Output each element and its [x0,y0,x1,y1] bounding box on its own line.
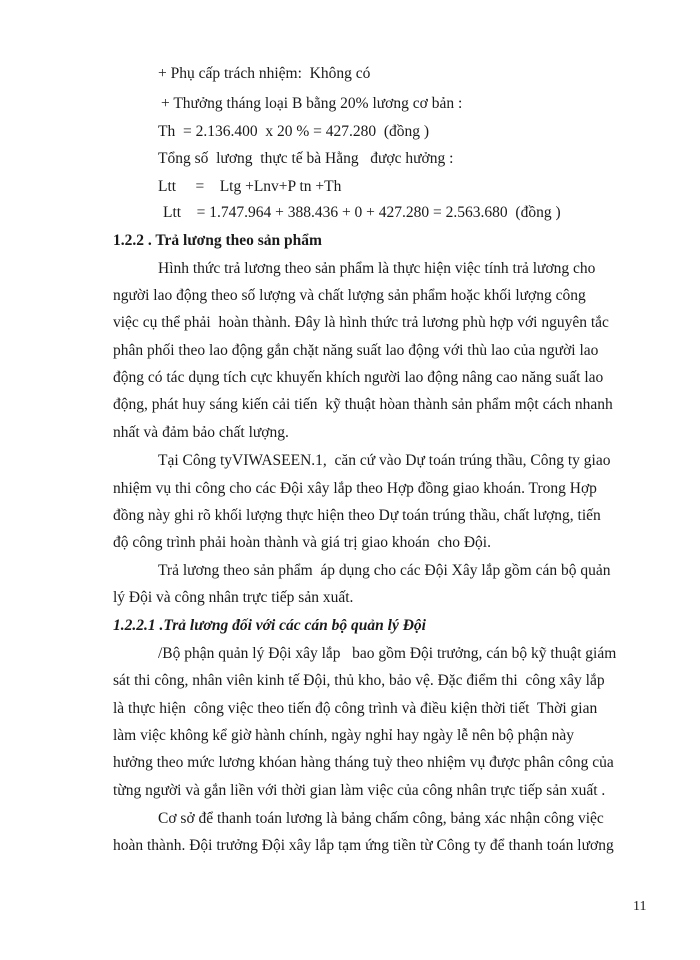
paragraph-line: làm việc không kể giờ hành chính, ngày nghỉ hay ngày lễ nên bộ phận này [113,727,575,744]
paragraph-line: hưởng theo mức lương khóan hàng tháng tuỳ theo nhiệm vụ được phân công của [113,754,614,771]
paragraph-line: hoàn thành. Đội trưởng Đội xây lắp tạm ứng tiền từ Công ty để thanh toán lương [113,837,614,854]
bonus-calc-line: Th = 2.136.400 x 20 % = 427.280 (đồng ) [158,123,430,140]
bonus-line: + Thưởng tháng loại B bằng 20% lương cơ bản : [161,95,463,112]
formula-line: Ltt = Ltg +Lnv+P tn +Th [158,178,342,195]
paragraph-line: từng người và gắn liền với thời gian làm việc của công nhân trực tiếp sản xuất . [113,782,606,799]
formula-result-line: Ltt = 1.747.964 + 388.436 + 0 + 427.280 = 2.563.680 (đồng ) [163,204,561,221]
paragraph-line: phân phối theo lao động gắn chặt năng suất lao động với thù lao của người lao [113,342,599,359]
allowance-line: + Phụ cấp trách nhiệm: Không có [158,65,371,82]
section-heading: 1.2.2 . Trả lương theo sản phẩm [113,232,322,249]
paragraph-line: độ công trình phải hoàn thành và giá trị giao khoán cho Đội. [113,534,491,551]
paragraph-line: lý Đội và công nhân trực tiếp sản xuất. [113,589,354,606]
page-number: 11 [633,899,647,914]
paragraph-line: người lao động theo số lượng và chất lượng sản phẩm hoặc khối lượng công [113,287,586,304]
total-label-line: Tổng số lương thực tế bà Hằng được hưởng : [158,150,454,167]
paragraph-line: /Bộ phận quản lý Đội xây lắp bao gồm Đội trưởng, cán bộ kỹ thuật giám [158,645,617,662]
paragraph-line: là thực hiện công việc theo tiến độ công trình và điều kiện thời tiết Thời gian [113,700,598,717]
paragraph-line: việc cụ thể phải hoàn thành. Đây là hình thức trả lương phù hợp với nguyên tắc [113,314,609,331]
paragraph-line: nhất và đảm bảo chất lượng. [113,424,289,441]
paragraph-line: động có tác dụng tích cực khuyến khích người lao động nâng cao năng suất lao [113,369,604,386]
paragraph-line: đồng này ghi rõ khối lượng thực hiện theo Dự toán trúng thầu, chất lượng, tiến [113,507,601,524]
paragraph-line: động, phát huy sáng kiến cải tiến kỹ thuật hòan thành sản phẩm một cách nhanh [113,396,613,413]
paragraph-line: Cơ sở để thanh toán lương là bảng chấm công, bảng xác nhận công việc [158,810,604,827]
paragraph-line: nhiệm vụ thi công cho các Đội xây lắp theo Hợp đồng giao khoán. Trong Hợp [113,480,597,497]
subsection-heading: 1.2.2.1 .Trả lương đối với các cán bộ quản lý Đội [113,617,426,634]
paragraph-line: sát thi công, nhân viên kinh tế Đội, thủ kho, bảo vệ. Đặc điểm thi công xây lắp [113,672,605,689]
paragraph-line: Hình thức trả lương theo sản phẩm là thực hiện việc tính trả lương cho [158,260,596,277]
paragraph-line: Tại Công tyVIWASEEN.1, căn cứ vào Dự toán trúng thầu, Công ty giao [158,452,611,469]
paragraph-line: Trả lương theo sản phẩm áp dụng cho các Đội Xây lắp gồm cán bộ quản [158,562,611,579]
